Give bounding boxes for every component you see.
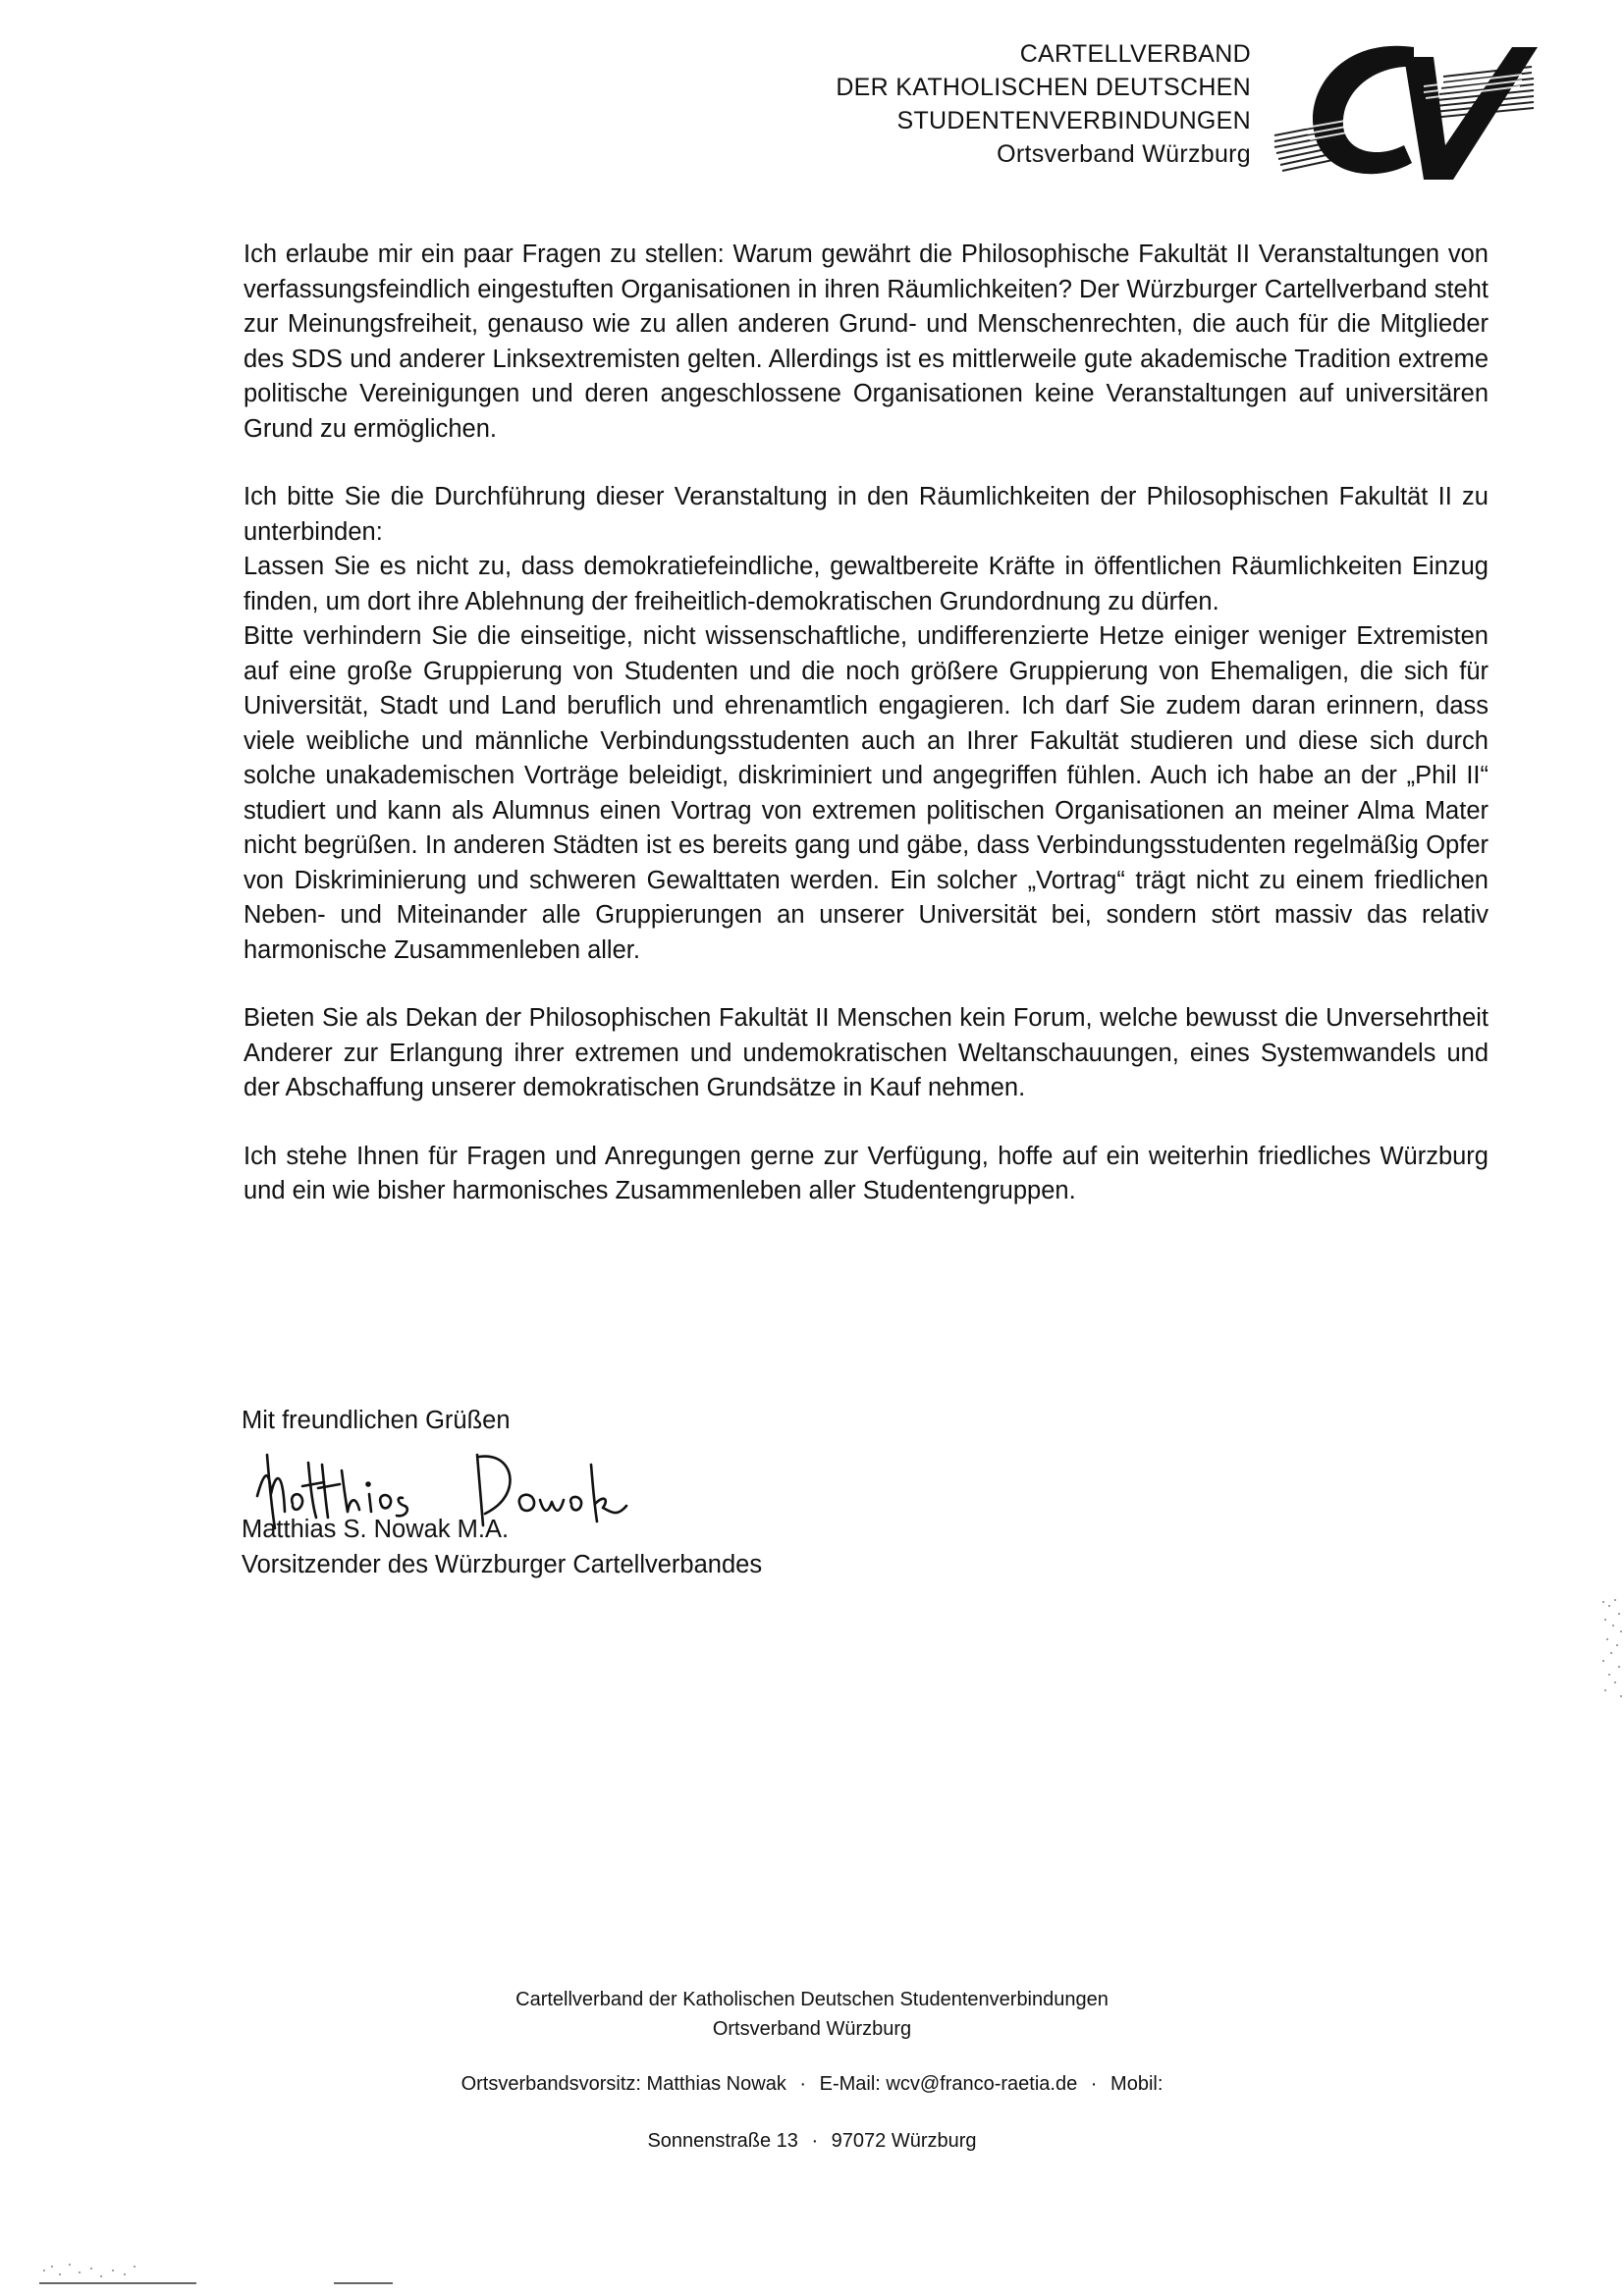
letterhead-line-4: Ortsverband Würzburg [997, 140, 1251, 168]
footer-contact-line [0, 2069, 1624, 2099]
paragraph-offer-contact: Ich stehe Ihnen für Fragen und Anregungen gerne zur Verfügung, hoffe auf ein weiterhin friedliches Würzburg und ein wie bisher harmonisches Zusammenleben aller Studentengruppen. [244, 1142, 1489, 1204]
footer-address-city: 97072 Würzburg [831, 2130, 977, 2152]
footer-address-line [0, 2126, 1624, 2156]
footer-org-line-2: Ortsverband Würzburg [712, 2018, 912, 2040]
footer-separator: · [1090, 2073, 1098, 2095]
letterhead-line-2: DER KATHOLISCHEN DEUTSCHEN [836, 74, 1251, 101]
closing-greeting: Mit freundlichen Grüßen [242, 1407, 511, 1434]
footer-separator: · [799, 2073, 807, 2095]
footer-contact-chair: Ortsverbandsvorsitz: Matthias Nowak [460, 2073, 786, 2095]
footer-address-street: Sonnenstraße 13 [647, 2130, 798, 2152]
signer-block [242, 1512, 762, 1582]
cv-emblem-logo [1267, 37, 1561, 185]
letterhead-line-1: CARTELLVERBAND [1019, 40, 1251, 68]
letter-body [244, 238, 1489, 1243]
footer-contact-email: E-Mail: wcv@franco-raetia.de [819, 2073, 1078, 2095]
paragraph-do-not-allow: Lassen Sie es nicht zu, dass demokratiefeindliche, gewaltbereite Kräfte in öffentlichen Räumlichkeiten Einzug finden, um dort ihre Ablehnung der freiheitlich-demokratischen Grundordnung zu dürfen. [244, 553, 1489, 615]
paragraph-questions: Ich erlaube mir ein paar Fragen zu stellen: Warum gewährt die Philosophische Fakultät II Veranstaltungen von verfassungsfeindlich eingestuften Organisationen in ihren Räumlichkeiten? Der Würzburger Cartellverband steht zur Meinungsfreiheit, genauso wie zu allen anderen Grund- und Menschenrechten, die auch für die Mitglieder des SDS und anderer Linksextremisten gelten. Allerdings ist es mittlerweile gute akademische Tradition extreme politische Vereinigungen und deren angeschlossene Organisationen keine Veranstaltungen auf universitären Grund zu ermöglichen. [244, 240, 1489, 443]
footer-separator: · [811, 2130, 819, 2152]
scan-noise-bottom [39, 2256, 393, 2285]
letterhead-line-3: STUDENTENVERBINDUNGEN [896, 107, 1251, 134]
paragraph-prevent-agitation: Bitte verhindern Sie die einseitige, nicht wissenschaftliche, undifferenzierte Hetze einiger weniger Extremisten auf eine große Gruppierung von Studenten und die noch größere Gruppierung von Ehemaligen, die sich für Universität, Stadt und Land beruflich und ehrenamtlich engagieren. Ich darf Sie zudem daran erinnern, dass viele weibliche und männliche Verbindungsstudenten auch an Ihrer Fakultät studieren und diese sich durch solche unakademischen Vorträge beleidigt, diskriminiert und angegriffen fühlen. Auch ich habe an der „Phil II“ studiert und kann als Alumnus einen Vortrag von extremen politischen Organisationen an meiner Alma Mater nicht begrüßen. In anderen Städten ist es bereits gang und gäbe, dass Verbindungsstudenten regelmäßig Opfer von Diskriminierung und schweren Gewalttaten werden. Ein solcher „Vortrag“ trägt nicht zu einem friedlichen Neben- und Miteinander alle Gruppierungen an unserer Universität bei, sondern stört massiv das relativ harmonische Zusammenleben aller. [244, 622, 1489, 964]
scan-noise-right [1598, 1595, 1624, 1703]
footer-org-line-1: Cartellverband der Katholischen Deutschen Studentenverbindungen [515, 1989, 1109, 2010]
paragraph-request: Ich bitte Sie die Durchführung dieser Veranstaltung in den Räumlichkeiten der Philosophischen Fakultät II zu unterbinden: [244, 483, 1489, 546]
footer [0, 1985, 1624, 2156]
letterhead [836, 37, 1251, 171]
paragraph-no-forum: Bieten Sie als Dekan der Philosophischen Fakultät II Menschen kein Forum, welche bewusst die Unversehrtheit Anderer zur Erlangung ihrer extremen und undemokratischen Weltanschauungen, eines Systemwandels und der Abschaffung unserer demokratischen Grundsätze in Kauf nehmen. [244, 1004, 1489, 1101]
signer-name: Matthias S. Nowak M.A. [242, 1516, 510, 1543]
signer-role: Vorsitzender des Würzburger Cartellverbandes [242, 1551, 763, 1578]
footer-contact-mobile: Mobil: [1110, 2073, 1164, 2095]
